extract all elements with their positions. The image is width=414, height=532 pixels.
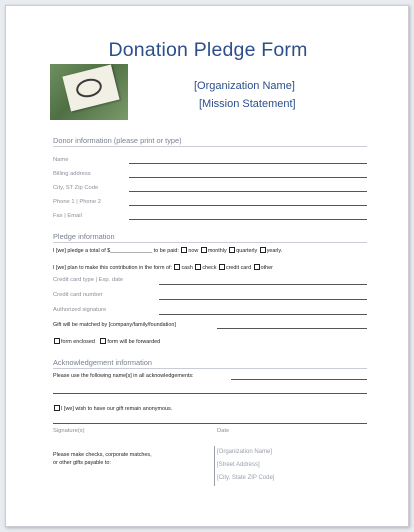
other-checkbox[interactable] <box>254 264 260 270</box>
form-title: Donation Pledge Form <box>108 39 308 61</box>
cash-label: cash <box>181 265 193 271</box>
payable-text-line-2: or other gifts payable to: <box>53 460 111 466</box>
fax-email-field[interactable] <box>129 219 367 220</box>
name-label: Name <box>53 157 69 163</box>
anonymous-checkbox[interactable] <box>54 405 60 411</box>
card-number-field[interactable] <box>159 299 367 300</box>
pledge-total-field[interactable]: ______________ <box>110 248 153 254</box>
phone-field[interactable] <box>129 205 367 206</box>
authorized-signature-label: Authorized signature <box>53 307 107 313</box>
other-label: other <box>260 265 273 271</box>
card-type-field[interactable] <box>159 284 367 285</box>
city-state-zip-label: City, ST Zip Code <box>53 185 99 191</box>
monthly-label: monthly <box>207 248 227 254</box>
pledge-form-page <box>5 5 409 527</box>
card-number-label: Credit card number <box>53 292 103 298</box>
section-divider <box>53 146 367 147</box>
pledge-total-paid: to be paid: <box>152 248 179 254</box>
phone-label: Phone 1 | Phone 2 <box>53 199 101 205</box>
address-street: [Street Address] <box>217 462 260 468</box>
mission-statement: [Mission Statement] <box>199 98 296 110</box>
gift-matched-label: Gift will be matched by [company/family/foundation] <box>53 322 176 328</box>
pledge-total-prefix: I [we] pledge a total of $ <box>53 248 111 254</box>
fax-email-label: Fax | Email <box>53 213 82 219</box>
payable-text-line-1: Please make checks, corporate matches, <box>53 452 152 458</box>
quarterly-label: quarterly <box>236 248 258 254</box>
billing-address-field[interactable] <box>129 177 367 178</box>
credit-card-checkbox[interactable] <box>219 264 225 270</box>
date-label: Date <box>217 428 230 434</box>
anonymous-label: I [we] wish to have our gift remain anonymous. <box>61 406 173 412</box>
signature-label: Signature(s) <box>53 428 85 434</box>
pledge-section-heading: Pledge information <box>53 232 115 241</box>
address-city-state-zip: [City, State ZIP Code] <box>217 475 275 481</box>
authorized-signature-field[interactable] <box>159 314 367 315</box>
donor-section-heading: Donor information (please print or type) <box>53 136 182 145</box>
billing-address-label: Billing address <box>53 171 91 177</box>
cash-checkbox[interactable] <box>174 264 180 270</box>
organization-name: [Organization Name] <box>194 80 295 92</box>
form-enclosed-checkbox[interactable] <box>54 338 60 344</box>
matching-form-row <box>53 338 160 345</box>
monthly-checkbox[interactable] <box>201 247 207 253</box>
address-bar <box>214 446 215 486</box>
ack-section-heading: Acknowledgement information <box>53 358 153 367</box>
invitation-card-photo <box>50 64 128 120</box>
yearly-checkbox[interactable] <box>260 247 266 253</box>
check-checkbox[interactable] <box>195 264 201 270</box>
city-state-zip-field[interactable] <box>129 191 367 192</box>
form-enclosed-label: form enclosed <box>61 339 95 345</box>
contribution-prefix: I [we] plan to make this contribution in the form of: <box>53 265 172 271</box>
now-checkbox[interactable] <box>181 247 187 253</box>
pledge-total-row <box>53 247 282 254</box>
address-org-name: [Organization Name] <box>217 449 273 455</box>
card-type-label: Credit card type | Exp. date <box>53 277 124 283</box>
signature-date-line[interactable] <box>53 423 367 424</box>
ack-names-field-1[interactable] <box>231 379 367 380</box>
form-forward-label: form will be forwarded <box>107 339 161 345</box>
gift-matched-field[interactable] <box>217 328 367 329</box>
check-label: check <box>202 265 217 271</box>
section-divider <box>53 368 367 369</box>
ack-names-label: Please use the following name[s] in all acknowledgements: <box>53 373 194 379</box>
now-label: now <box>188 248 199 254</box>
ack-names-field-2[interactable] <box>53 393 367 394</box>
yearly-label: yearly. <box>266 248 283 254</box>
contribution-form-row <box>53 264 273 271</box>
section-divider <box>53 242 367 243</box>
quarterly-checkbox[interactable] <box>229 247 235 253</box>
credit-card-label: credit card <box>225 265 252 271</box>
anonymous-row <box>53 405 172 412</box>
form-forward-checkbox[interactable] <box>100 338 106 344</box>
name-field[interactable] <box>129 163 367 164</box>
